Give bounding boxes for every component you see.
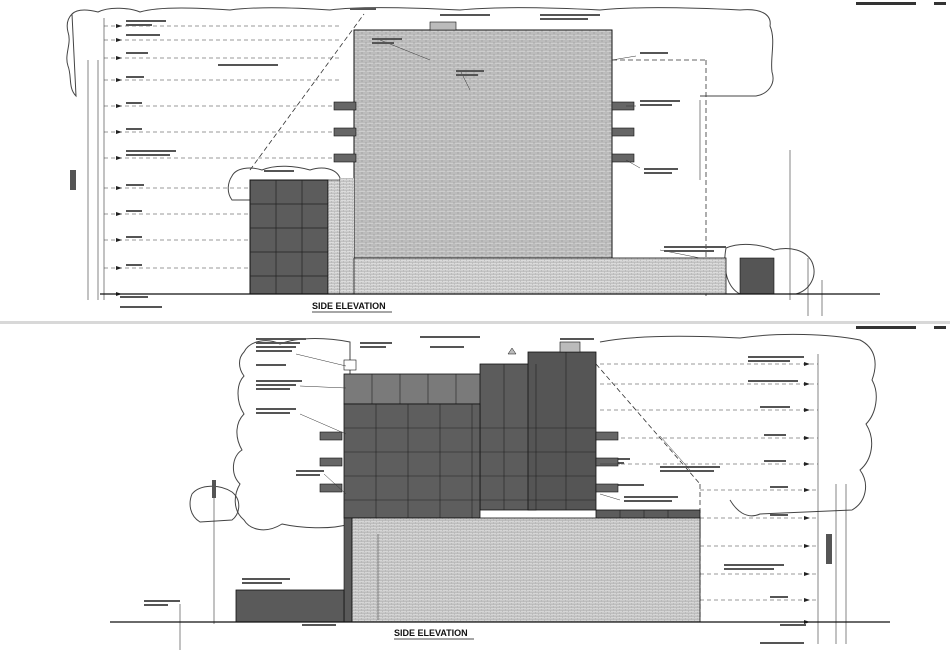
- title-block-marks: [856, 326, 946, 329]
- sheet-bottom: [0, 324, 950, 650]
- annotation-marks-left: [70, 20, 278, 308]
- elevation-marker-icon: [116, 24, 122, 296]
- caption-bottom: [394, 628, 474, 639]
- drawing-bottom-side-elevation: [0, 324, 950, 650]
- caption-top: [312, 301, 392, 312]
- sheet-title-top: SIDE ELEVATION: [312, 301, 386, 311]
- level-lines-left: [180, 498, 214, 650]
- elevation-marker-icon: [804, 362, 810, 624]
- sheet-title-bottom: SIDE ELEVATION: [394, 628, 468, 638]
- dark-clad-wing: [250, 180, 340, 294]
- brick-tower: [340, 22, 726, 294]
- brick-base: [236, 518, 700, 622]
- drawing-top-side-elevation: [0, 0, 950, 322]
- title-block-marks: [856, 2, 946, 5]
- sheet-top: [0, 0, 950, 322]
